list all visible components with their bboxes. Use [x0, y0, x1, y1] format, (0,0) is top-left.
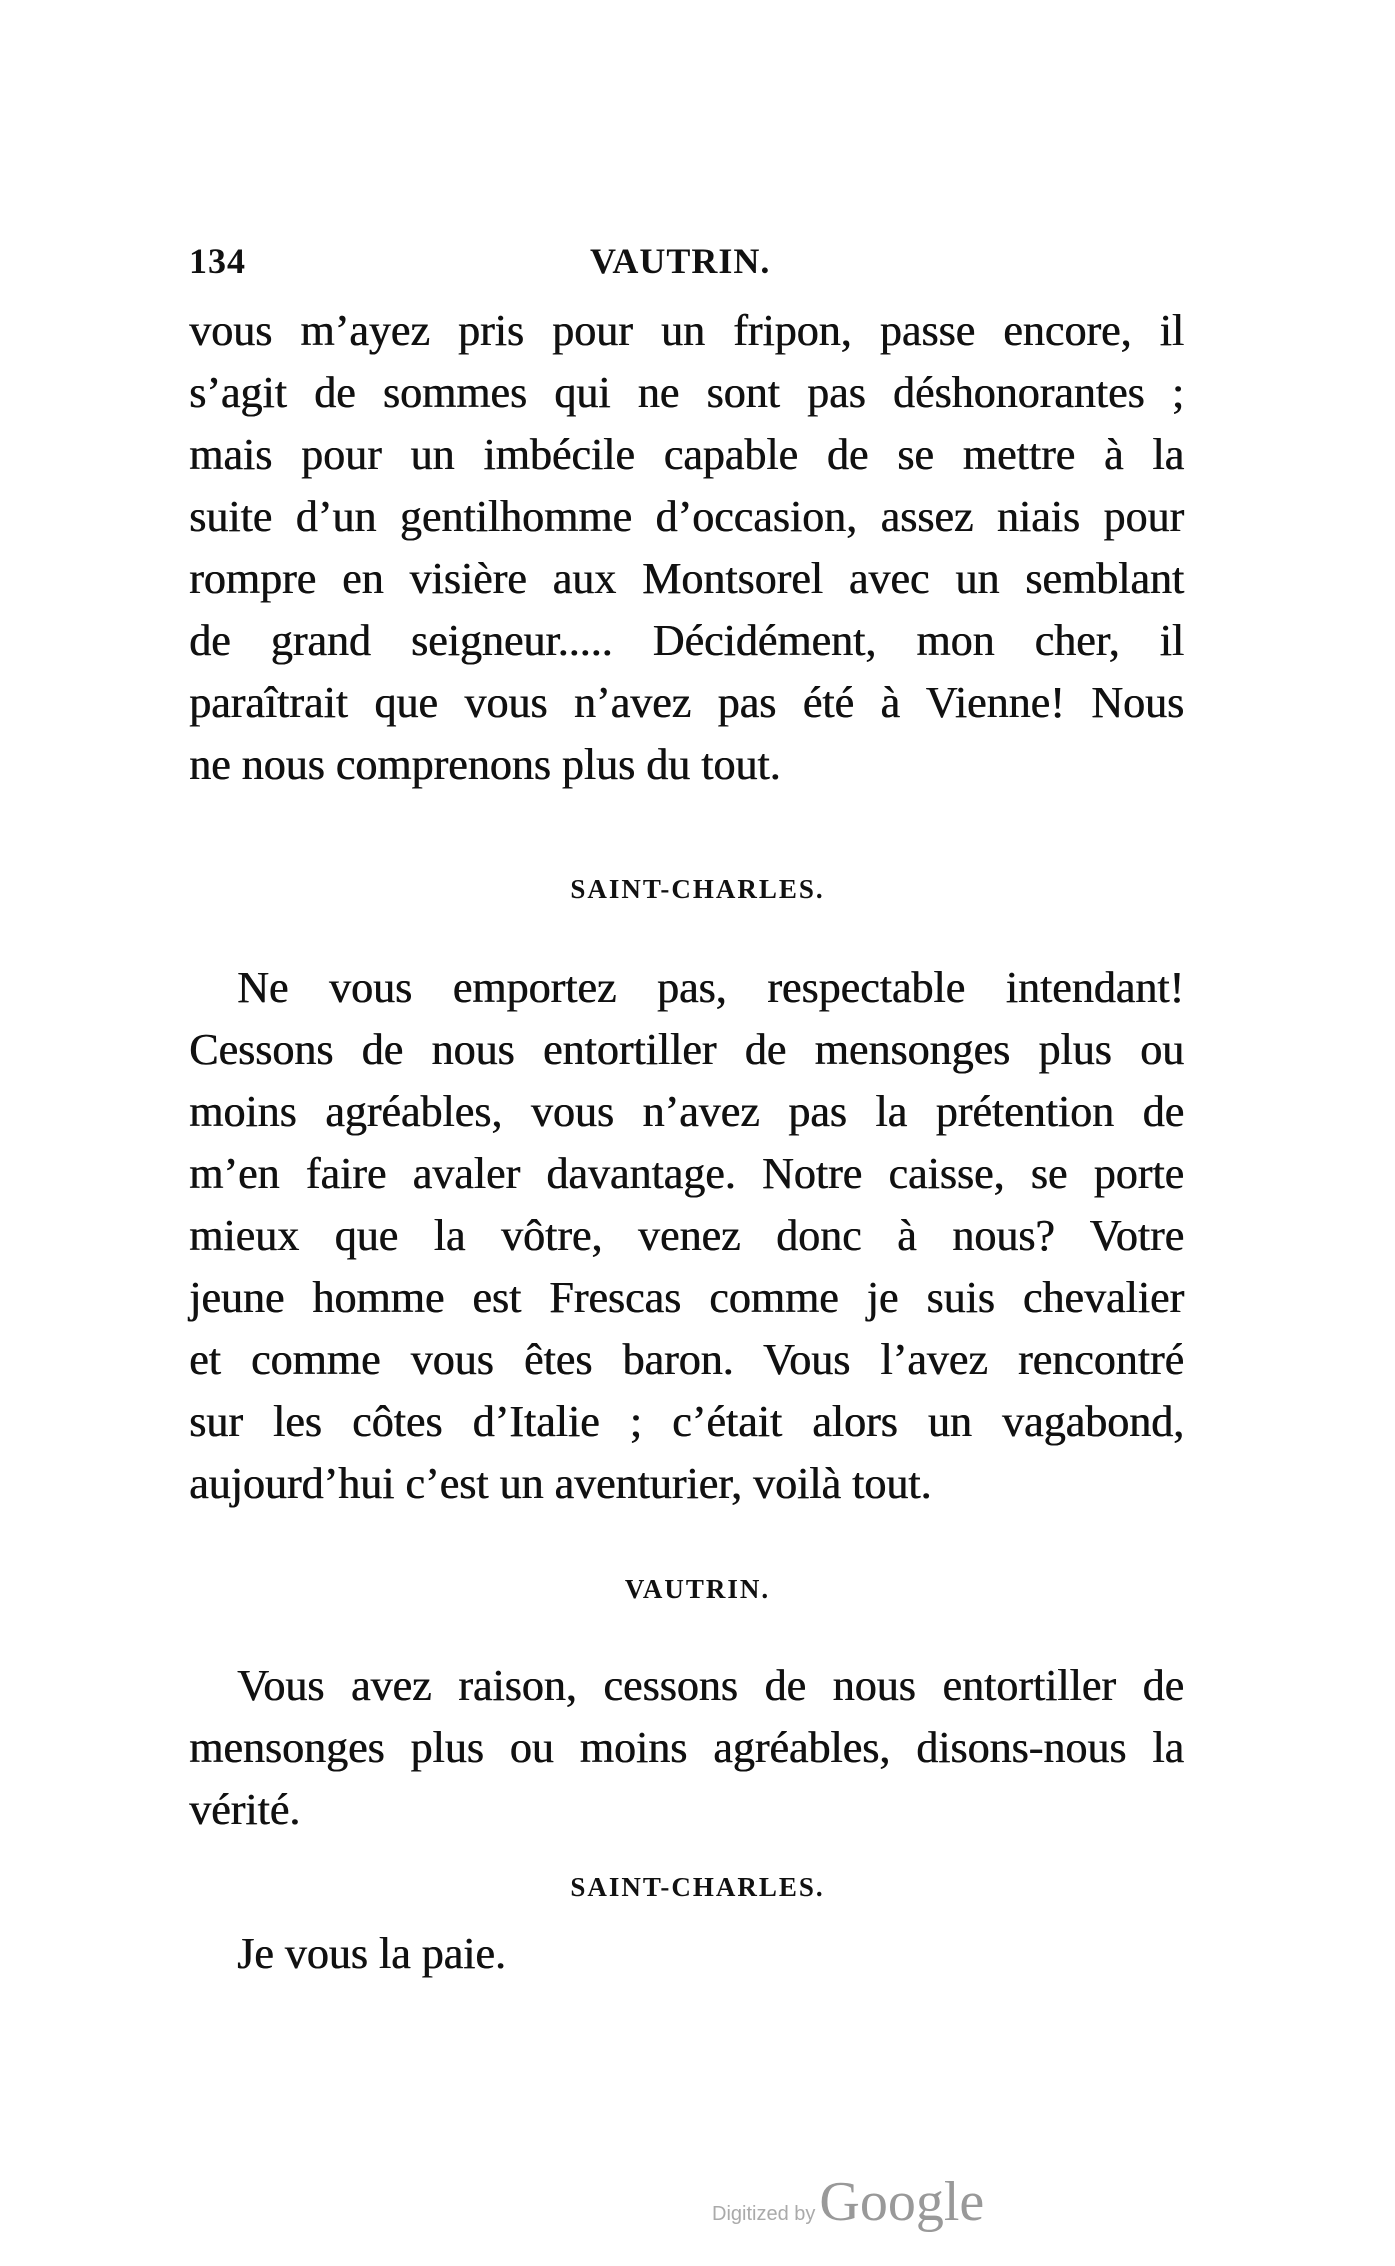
- speaker-name: SAINT-CHARLES.: [570, 874, 825, 904]
- text-line: vérité.: [189, 1785, 301, 1834]
- running-title: VAUTRIN.: [590, 241, 771, 281]
- text-line: vous m’ayez pris pour un fripon, passe encore, il: [189, 306, 1184, 355]
- text-line: Ne vous emportez pas, respectable intendant!: [237, 963, 1184, 1012]
- text-line: ne nous comprenons plus du tout.: [189, 740, 781, 789]
- text-line: suite d’un gentilhomme d’occasion, assez niais pour: [189, 492, 1184, 541]
- page-number: 134: [189, 241, 246, 281]
- speaker-name: VAUTRIN.: [624, 1574, 771, 1604]
- text-line: s’agit de sommes qui ne sont pas déshonorantes ;: [189, 368, 1184, 417]
- text-line: moins agréables, vous n’avez pas la prétention de: [189, 1087, 1184, 1136]
- text-line: jeune homme est Frescas comme je suis chevalier: [189, 1273, 1184, 1322]
- text-line: rompre en visière aux Montsorel avec un semblant: [189, 554, 1184, 603]
- text-line: Je vous la paie.: [237, 1929, 506, 1978]
- google-logo: Google: [819, 2171, 985, 2233]
- text-line: de grand seigneur..... Décidément, mon cher, il: [189, 616, 1184, 665]
- text-line: paraîtrait que vous n’avez pas été à Vienne! Nous: [189, 678, 1184, 727]
- text-line: m’en faire avaler davantage. Notre caisse, se porte: [189, 1149, 1184, 1198]
- text-line: aujourd’hui c’est un aventurier, voilà tout.: [189, 1459, 932, 1508]
- watermark-prefix: Digitized by: [712, 2203, 816, 2225]
- google-watermark: [712, 2170, 984, 2234]
- text-line: mais pour un imbécile capable de se mettre à la: [189, 430, 1184, 479]
- text-line: mensonges plus ou moins agréables, disons-nous la: [189, 1723, 1184, 1772]
- text-line: et comme vous êtes baron. Vous l’avez rencontré: [189, 1335, 1184, 1384]
- speaker-name: SAINT-CHARLES.: [570, 1872, 825, 1902]
- text-line: mieux que la vôtre, venez donc à nous? Votre: [189, 1211, 1184, 1260]
- text-line: sur les côtes d’Italie ; c’était alors un vagabond,: [189, 1397, 1184, 1446]
- text-line: Cessons de nous entortiller de mensonges plus ou: [189, 1025, 1184, 1074]
- text-line: Vous avez raison, cessons de nous entortiller de: [237, 1661, 1184, 1710]
